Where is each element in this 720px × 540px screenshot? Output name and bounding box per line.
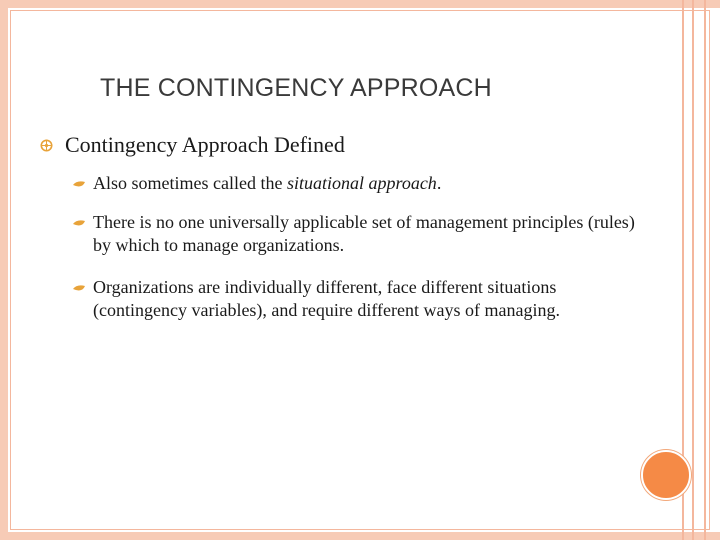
- sub-bullet-1-prefix: Also sometimes called the: [93, 173, 287, 193]
- sub-bullet-3-text: Organizations are individually different, face different situations (contingency variables), and require different ways of managing.: [93, 277, 560, 320]
- leaf-bullet-icon: [72, 284, 86, 294]
- decorative-circle: [641, 450, 691, 500]
- main-bullet-text: Contingency Approach Defined: [65, 132, 345, 157]
- leaf-bullet-icon: [72, 180, 86, 190]
- sub-bullet-1-suffix: .: [436, 173, 442, 193]
- sub-bullet-1-text: [93, 172, 441, 195]
- sub-bullet-1-emphasis: situational approach: [286, 173, 437, 193]
- slide-title: THE CONTINGENCY APPROACH: [100, 74, 492, 102]
- sub-bullet-3: [72, 276, 652, 322]
- leaf-bullet-icon: [72, 219, 86, 229]
- main-bullet: [40, 130, 660, 160]
- sub-bullet-1: [72, 172, 652, 195]
- sub-bullet-2-text: There is no one universally applicable set of management principles (rules) by which to manage organizations.: [93, 212, 635, 255]
- flower-bullet-icon: [40, 139, 53, 152]
- sub-bullet-2: [72, 211, 652, 257]
